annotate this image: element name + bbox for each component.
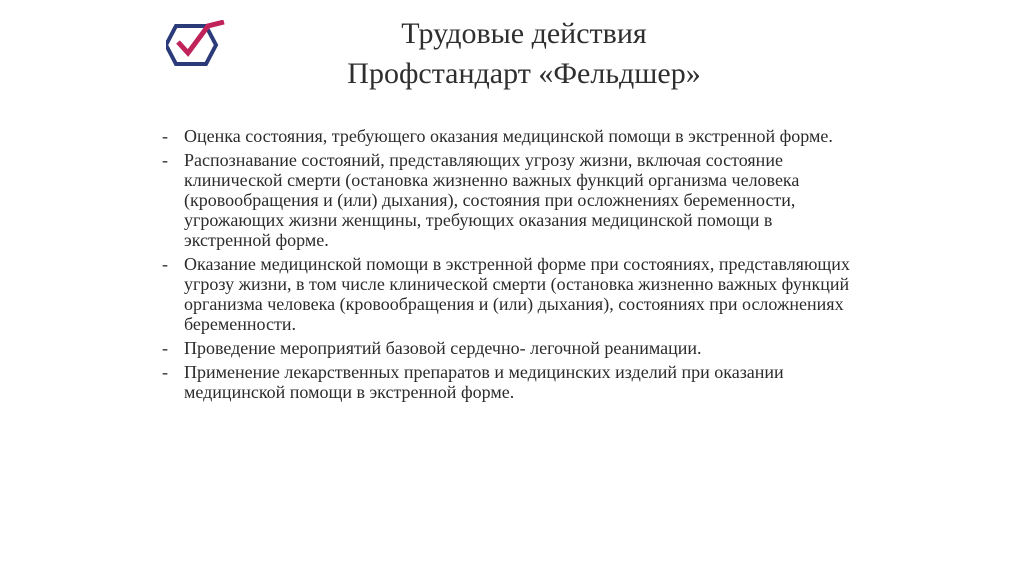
list-item [160, 254, 860, 334]
page-title: Трудовые действия [401, 17, 647, 50]
list-item-text: Оценка состояния, требующего оказания медицинской помощи в экстренной форме. [184, 126, 833, 146]
list-item-text: Распознавание состояний, представляющих угрозу жизни, включая состояние клинической смерти (остановка жизненно важных функций организма человека (кровообращения и (или) дыхания), состояния при осложнениях беременности, угрожающих жизни женщины, требующих оказания медицинской помощи в экстренной форме. [184, 150, 800, 250]
list-bullet: - [162, 362, 168, 382]
list-bullet: - [162, 126, 168, 146]
list-bullet: - [162, 150, 168, 170]
page-subtitle: Профстандарт «Фельдшер» [347, 57, 701, 90]
list-bullet: - [162, 338, 168, 358]
list-item [160, 338, 860, 358]
list-item-text: Применение лекарственных препаратов и медицинских изделий при оказании медицинской помощи в экстренной форме. [184, 362, 784, 402]
list-item [160, 362, 860, 402]
list-item-text: Проведение мероприятий базовой сердечно- легочной реанимации. [184, 338, 702, 358]
list-item [160, 150, 860, 250]
list-item-text: Оказание медицинской помощи в экстренной форме при состояниях, представляющих угрозу жизни, в том числе клинической смерти (остановка жизненно важных функций организма человека (кровообращения и (или) дыхания), состояниях при осложнениях беременности. [184, 254, 850, 334]
list-item [160, 126, 860, 146]
actions-list [160, 126, 860, 406]
list-bullet: - [162, 254, 168, 274]
